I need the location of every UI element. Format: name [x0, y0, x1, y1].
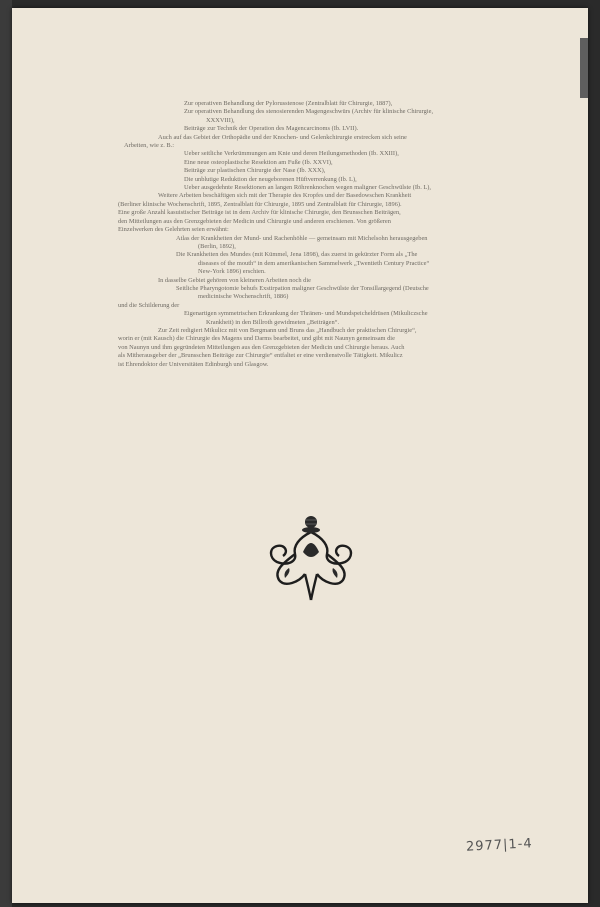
- page-edge-tab: [580, 38, 588, 98]
- text-line: Auch auf das Gebiet der Orthopädie und der Knochen- und Gelenkchirurgie erstrecken sich seine: [158, 133, 407, 141]
- archive-number: 2977|1-4: [465, 836, 534, 855]
- text-line: Zur operativen Behandlung des stenosierenden Magengeschwürs (Archiv für klinische Chirurgie,: [184, 108, 434, 116]
- text-line: Seitliche Pharyngotomie behufs Exstirpation maligner Geschwülste der Tonsillargegend (Deutsche: [176, 284, 429, 292]
- text-line: Beiträge zur plastischen Chirurgie der Nase (Ib. XXX),: [184, 167, 326, 175]
- text-line: diseases of the mouth“ in dem amerikanischen Sammelwerk „Twentieth Century Practice“: [198, 259, 430, 267]
- text-line: Arbeiten, wie z. B.:: [124, 142, 175, 150]
- text-line: In dasselbe Gebiet gehören von kleineren Arbeiten noch die: [158, 276, 311, 284]
- text-line: als Mitherausgeber der „Brunsschen Beiträge zur Chirurgie“ entfaltet er eine verdienstvolle Tätigkeit. Mikulicz: [118, 352, 403, 360]
- text-line: Ueber seitliche Verkrümmungen am Knie und deren Heilungsmethoden (Ib. XXIII),: [184, 150, 399, 158]
- text-line: Zur operativen Behandlung der Pylorusstenose (Zentralblatt für Chirurgie, 1887),: [184, 100, 393, 107]
- text-line: Die Krankheiten des Mundes (mit Kümmel, Jena 1898), das zuerst in gekürzter Form als „The: [176, 251, 418, 259]
- body-text: [118, 100, 433, 369]
- text-line: Atlas der Krankheiten der Mund- und Rachenhöhle — gemeinsam mit Michelsohn herausgegeben: [176, 234, 428, 242]
- text-line: Eine große Anzahl kasuistischer Beiträge ist in dem Archiv für klinische Chirurgie, den Brunsschen Beiträgen,: [118, 209, 401, 217]
- scanner-edge: [0, 0, 12, 907]
- text-line: medicinische Wochenschrift, 1886): [198, 293, 289, 301]
- text-line: Eine neue osteoplastische Resektion am Fuße (Ib. XXVI),: [184, 158, 333, 166]
- text-line: und die Schilderung der: [118, 301, 180, 309]
- text-line: worin er (mit Kausch) die Chirurgie des Magens und Darms bearbeitet, und gibt mit Naunyn gemeinsam die: [118, 335, 395, 343]
- text-line: (Berlin, 1892),: [198, 242, 236, 250]
- text-line: den Mitteilungen aus den Grenzgebieten der Medicin und Chirurgie und anderen erschienen. Von größeren: [118, 217, 391, 225]
- text-line: Krankheit) in den Billroth gewidmeten „Beiträgen“.: [206, 318, 340, 326]
- text-line: Weitere Arbeiten beschäftigen sich mit der Therapie des Kropfes und der Basedowschen Krankheit: [158, 192, 412, 200]
- text-line: Zur Zeit redigiert Mikulicz mit von Bergmann und Bruns das „Handbuch der praktischen Chirurgie“,: [158, 326, 417, 334]
- text-line: New-York 1896) erschien.: [198, 268, 266, 276]
- text-line: (Berliner klinische Wochenschrift, 1895, Zentralblatt für Chirurgie, 1895 und Zentralblatt für Chirurgie, 1896).: [118, 200, 402, 208]
- text-line: Einzelwerken des Gelehrten seien erwähnt:: [118, 226, 229, 234]
- text-line: Beiträge zur Technik der Operation des Magencarcinoms (Ib. LVII).: [184, 125, 359, 133]
- text-line: von Naunyn und ihm gegründeten Mitteilungen aus den Grenzgebieten der Medicin und Chirurgie heraus. Auch: [118, 343, 405, 351]
- text-line: Ueber ausgedehnte Resektionen an langen Röhrenknochen wegen maligner Geschwülste (Ib. L),: [184, 184, 432, 192]
- text-line: XXXVIII),: [206, 116, 235, 124]
- floral-ornament-icon: [265, 512, 357, 604]
- text-line: Die unblutige Reduktion der neugeborenen Hüftverrenkung (Ib. L),: [184, 175, 357, 183]
- text-line: Eigenartigen symmetrischen Erkrankung der Thränen- und Mundspeicheldrüsen (Mikuliczsche: [184, 310, 428, 318]
- text-line: ist Ehrendoktor der Universitäten Edinburgh und Glasgow.: [118, 360, 269, 368]
